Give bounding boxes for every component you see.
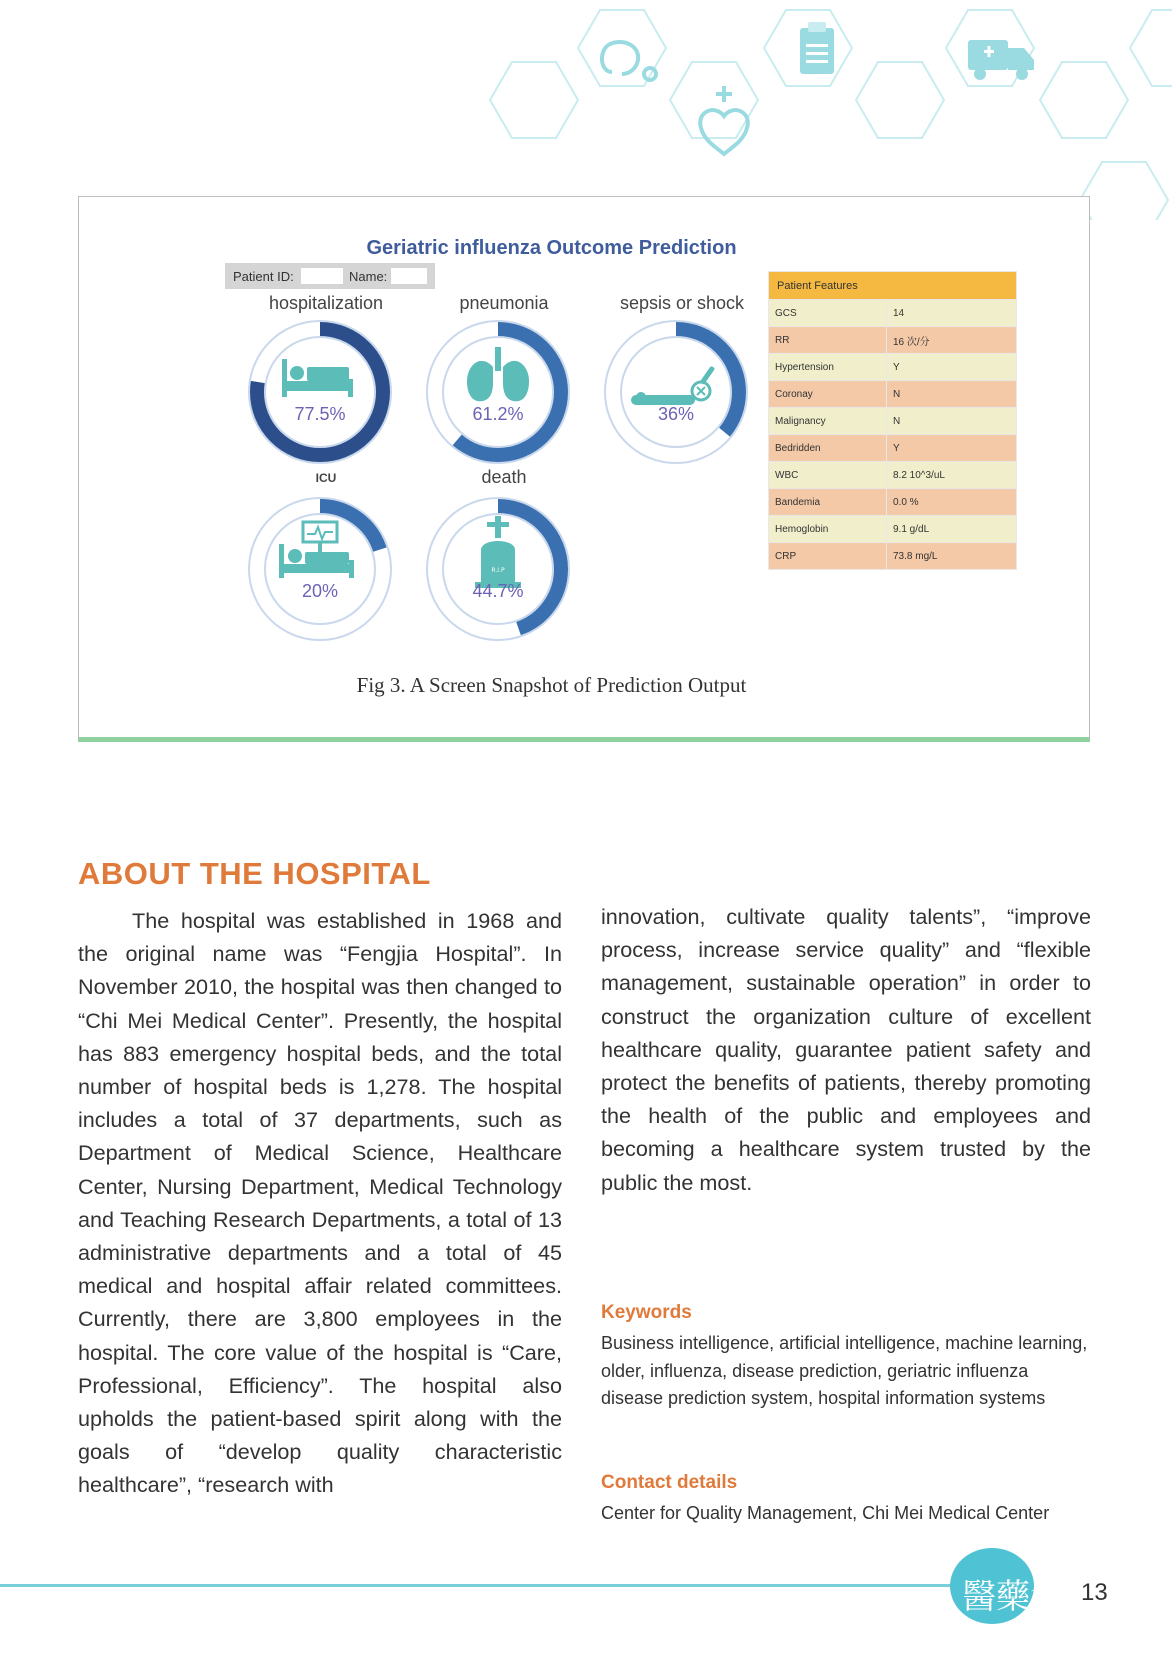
table-row — [769, 543, 1017, 570]
gauge-label-death: death — [481, 467, 527, 487]
stethoscope-icon — [602, 42, 656, 80]
contact-heading: Contact details — [601, 1472, 738, 1493]
figure-caption: Fig 3. A Screen Snapshot of Prediction Output — [356, 673, 747, 697]
table-row — [769, 300, 1017, 327]
patient-id-field — [301, 268, 343, 284]
footer-divider — [0, 1584, 960, 1587]
feature-name: Hypertension — [769, 354, 887, 381]
feature-value: 8.2 10^3/uL — [887, 462, 1017, 489]
gauge-value-sepsis: 36% — [657, 404, 695, 424]
heart-handshake-icon — [700, 86, 748, 154]
feature-name: RR — [769, 327, 887, 354]
patient-info-bar — [225, 263, 435, 289]
gauge-value-death: 44.7% — [472, 581, 524, 601]
tombstone-text: R.I.P — [491, 567, 505, 574]
feature-value: 9.1 g/dL — [887, 516, 1017, 543]
table-row — [769, 516, 1017, 543]
gauge-pneumonia — [423, 317, 573, 467]
about-left-column — [78, 904, 562, 1502]
gauge-value-pneumonia: 61.2% — [472, 404, 524, 424]
gauge-label-hospitalization: hospitalization — [268, 293, 384, 313]
feature-value: 14 — [887, 300, 1017, 327]
about-paragraph-right: innovation, cultivate quality talents”, “improve process, increase service quality” and “flexible management, sustainable operation” in order to construct the organization culture of excellent healthcare quality, guarantee patient safety and protect the benefits of patients, thereby promoting the health of the public and employees and becoming a healthcare system trusted by the public the most. — [601, 904, 1091, 1195]
table-row — [769, 435, 1017, 462]
tombstone-icon — [475, 516, 521, 588]
patient-name-label: Name: — [349, 269, 388, 284]
header-hexagon-pattern — [0, 0, 1172, 220]
patient-id-label: Patient ID: — [233, 269, 294, 284]
feature-name: Bedridden — [769, 435, 887, 462]
feature-value: Y — [887, 435, 1017, 462]
feature-value: 73.8 mg/L — [887, 543, 1017, 570]
features-header: Patient Features — [769, 272, 1017, 300]
feature-value: 0.0 % — [887, 489, 1017, 516]
keywords-heading: Keywords — [601, 1302, 692, 1323]
clipboard-icon — [800, 22, 834, 74]
table-row — [769, 489, 1017, 516]
feature-name: CRP — [769, 543, 887, 570]
gauge-sepsis — [601, 317, 751, 467]
dashboard-title: Geriatric influenza Outcome Prediction — [366, 237, 737, 259]
table-row — [769, 381, 1017, 408]
feature-name: Malignancy — [769, 408, 887, 435]
gauge-death — [423, 494, 573, 644]
keywords-text: Business intelligence, artificial intelligence, machine learning, older, influenza, disease prediction, geriatric influenza disease prediction system, hospital information systems — [601, 1333, 1088, 1408]
gauge-value-icu: 20% — [301, 581, 339, 601]
table-row — [769, 327, 1017, 354]
gauge-icu — [245, 494, 395, 644]
gauge-value-hospitalization: 77.5% — [294, 404, 346, 424]
patient-name-field — [391, 268, 427, 284]
feature-value: N — [887, 381, 1017, 408]
footer-logo — [946, 1544, 1076, 1634]
page-number: 13 — [1081, 1579, 1108, 1606]
table-row — [769, 408, 1017, 435]
about-paragraph-left: The hospital was established in 1968 and the original name was “Fengjia Hospital”. In November 2010, the hospital was then changed to “Chi Mei Medical Center”. Presently, the hospital has 883 emergency hospital beds, and the total number of hospital beds is 1,278. The hospital includes a total of 37 departments, such as Department of Medical Science, Healthcare Center, Nursing Department, Medical Technology and Teaching Research Departments, a total of 13 administrative departments and a total of 45 medical and hospital affair related committees. Currently, there are 3,800 employees in the hospital. The core value of the hospital is “Care, Professional, Efficiency”. The hospital also upholds the patient-based spirit along with the goals of “develop quality characteristic healthcare”, “research with — [78, 908, 562, 1498]
lungs-icon — [467, 347, 529, 401]
feature-name: Bandemia — [769, 489, 887, 516]
patient-features-table — [768, 271, 1017, 570]
section-title: ABOUT THE HOSPITAL — [78, 856, 431, 891]
icu-bed-monitor-icon — [279, 522, 354, 578]
gauge-hospitalization — [245, 317, 395, 467]
feature-value: 16 次/分 — [887, 327, 1017, 354]
gauge-label-icu: ICU — [315, 471, 337, 485]
feature-name: Coronay — [769, 381, 887, 408]
hospital-bed-icon — [282, 359, 353, 397]
ambulance-icon — [968, 40, 1034, 80]
feature-value: N — [887, 408, 1017, 435]
table-row — [769, 462, 1017, 489]
about-right-column — [601, 900, 1091, 1199]
figure-prediction-output — [78, 196, 1090, 742]
gauge-label-sepsis: sepsis or shock — [619, 293, 745, 313]
gauge-label-pneumonia: pneumonia — [459, 293, 549, 313]
feature-name: Hemoglobin — [769, 516, 887, 543]
table-row — [769, 354, 1017, 381]
logo-text: 醫藥會 — [962, 1577, 1064, 1617]
contact-text: Center for Quality Management, Chi Mei Medical Center — [601, 1503, 1050, 1523]
patient-thermometer-icon — [631, 366, 715, 405]
feature-name: GCS — [769, 300, 887, 327]
feature-value: Y — [887, 354, 1017, 381]
feature-name: WBC — [769, 462, 887, 489]
